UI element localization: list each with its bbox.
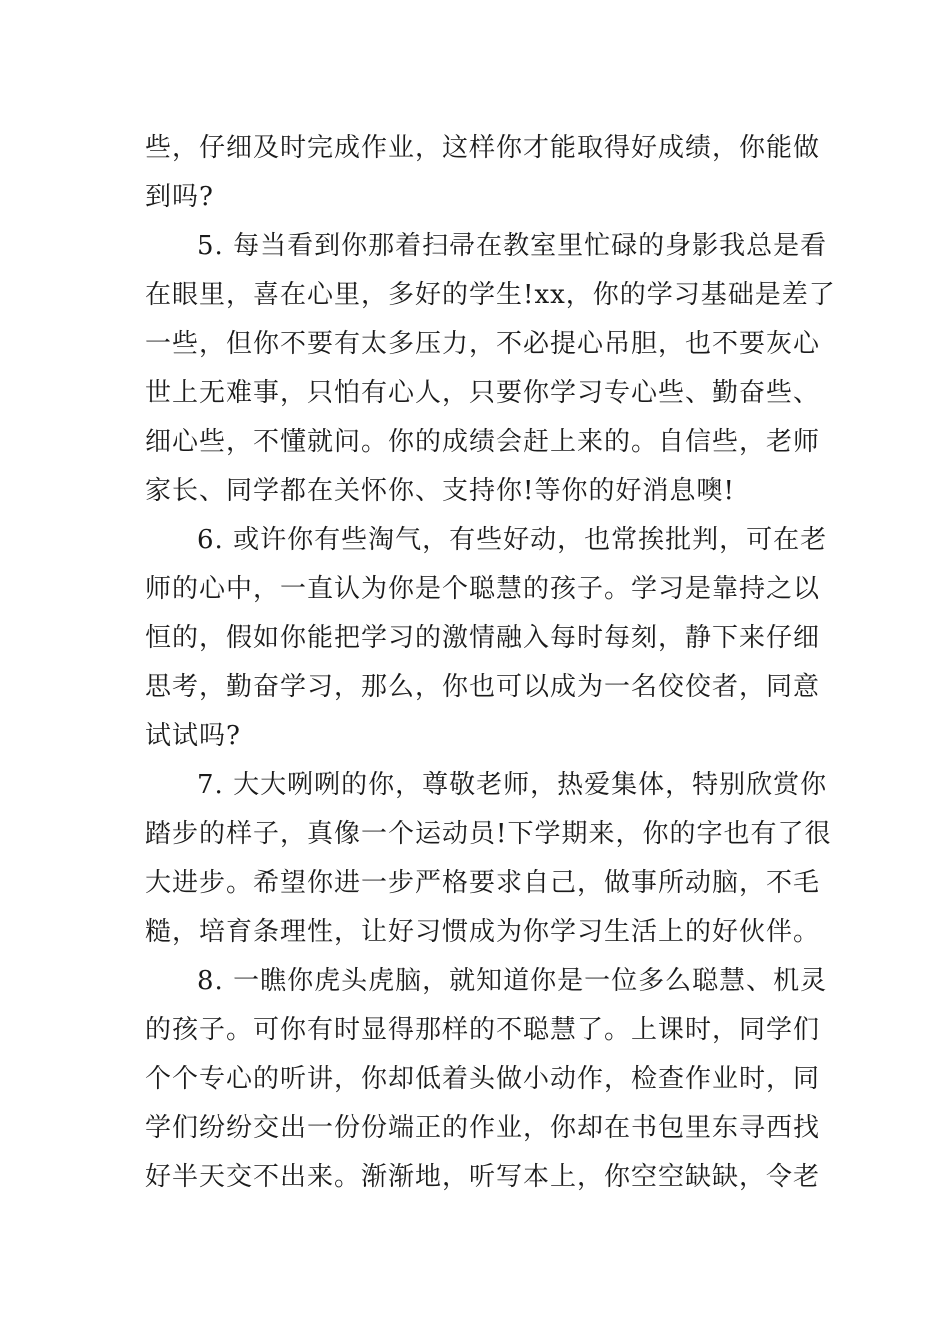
paragraph-7-start: 7. 大大咧咧的你，尊敬老师，热爱集体，特别欣赏你 [197,770,828,800]
text-line: 踏步的样子，真像一个运动员!下学期来，你的字也有了很 [145,819,832,849]
text-line: 恒的，假如你能把学习的激情融入每时每刻，静下来仔细 [145,623,821,653]
text-line: 思考，勤奋学习，那么，你也可以成为一名佼佼者，同意 [145,672,821,702]
text-line: 大进步。希望你进一步严格要求自己，做事所动脑，不毛 [145,868,821,898]
paragraph-8-start: 8. 一瞧你虎头虎脑，就知道你是一位多么聪慧、机灵 [197,966,828,996]
text-line: 家长、同学都在关怀你、支持你!等你的好消息噢! [145,476,735,506]
text-line: 一些，但你不要有太多压力，不必提心吊胆，也不要灰心 [145,329,821,359]
text-line: 细心些，不懂就问。你的成绩会赶上来的。自信些，老师 [145,427,821,457]
text-line: 师的心中，一直认为你是个聪慧的孩子。学习是靠持之以 [145,574,821,604]
text-line: 的孩子。可你有时显得那样的不聪慧了。上课时，同学们 [145,1015,821,1045]
text-line: 个个专心的听讲，你却低着头做小动作，检查作业时，同 [145,1064,821,1094]
text-line: 试试吗? [145,721,241,751]
text-line: 世上无难事，只怕有心人，只要你学习专心些、勤奋些、 [145,378,821,408]
text-line: 学们纷纷交出一份份端正的作业，你却在书包里东寻西找 [145,1113,821,1143]
document-body [145,124,836,1202]
paragraph-6-start: 6. 或许你有些淘气，有些好动，也常挨批判，可在老 [197,525,828,555]
text-line: 些，仔细及时完成作业，这样你才能取得好成绩，你能做 [145,133,821,163]
text-line: 到吗? [145,182,214,212]
text-line: 糙，培育条理性，让好习惯成为你学习生活上的好伙伴。 [145,917,821,947]
text-line: 在眼里，喜在心里，多好的学生!xx，你的学习基础是差了 [145,280,836,310]
paragraph-5-start: 5. 每当看到你那着扫帚在教室里忙碌的身影我总是看 [197,231,828,261]
text-line: 好半天交不出来。渐渐地，听写本上，你空空缺缺，令老 [145,1162,821,1192]
